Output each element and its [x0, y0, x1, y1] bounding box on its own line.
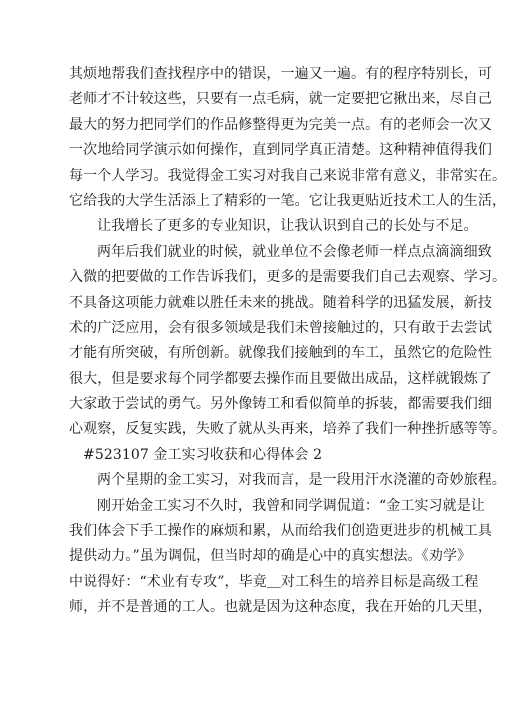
text-line: 不具备这项能力就难以胜任未来的挑战。随着科学的迅猛发展，新技 — [69, 294, 492, 311]
text-line: 心观察，反复实践，失败了就从头再来，培养了我们一种挫折感等等。 — [69, 421, 506, 438]
text-line: 大家敢于尝试的勇气。另外像铸工和看似简单的拆装，都需要我们细 — [69, 396, 492, 413]
text-line: 我们体会下手工操作的麻烦和累，从而给我们创造更进步的机械工具 — [69, 523, 492, 540]
paragraph-start-line: 刚开始金工实习不久时，我曾和同学调侃道：“金工实习就是让 — [97, 497, 485, 514]
text-line: 最大的努力把同学们的作品修整得更为完美一点。有的老师会一次又 — [69, 116, 492, 133]
document-body — [69, 62, 506, 621]
text-line: 其烦地帮我们查找程序中的错误，一遍又一遍。有的程序特别长，可 — [69, 66, 492, 82]
text-line: 入微的把要做的工作告诉我们，更多的是需要我们自己去观察、学习。 — [69, 269, 506, 286]
paragraph-start-line: 两个星期的金工实习，对我而言，是一段用汗水浇灌的奇妙旅程。 — [97, 472, 506, 489]
text-line: 术的广泛应用，会有很多领域是我们未曾接触过的，只有敢于去尝试 — [69, 319, 492, 336]
text-line: 一次地给同学演示如何操作，直到同学真正清楚。这种精神值得我们 — [69, 142, 492, 159]
text-line: 很大，但是要求每个同学都要去操作而且要做出成品，这样就锻炼了 — [69, 370, 492, 387]
text-line: 才能有所突破，有所创新。就像我们接触到的车工，虽然它的危险性 — [69, 345, 492, 362]
text-line: 老师才不计较这些，只要有一点毛病，就一定要把它揪出来，尽自己 — [69, 91, 492, 108]
text-line: 提供动力。”虽为调侃，但当时却的确是心中的真实想法。《劝学》 — [69, 548, 472, 565]
text-line: 师，并不是普通的工人。也就是因为这种态度，我在开始的几天里， — [69, 599, 492, 616]
text-line: 它给我的大学生活添上了精彩的一笔。它让我更贴近技术工人的生活， — [69, 192, 506, 209]
paragraph-start-line: 两年后我们就业的时候，就业单位不会像老师一样点点滴滴细致 — [97, 243, 492, 260]
section-heading: #523107 金工实习收获和心得体会 2 — [83, 446, 323, 463]
text-line: 每一个人学习。我觉得金工实习对我自己来说非常有意义，非常实在。 — [69, 167, 506, 184]
text-line: 让我增长了更多的专业知识，让我认识到自己的长处与不足。 — [97, 218, 478, 235]
text-line: 中说得好：“术业有专攻”，毕竟＿对工科生的培养目标是高级工程 — [69, 573, 479, 590]
